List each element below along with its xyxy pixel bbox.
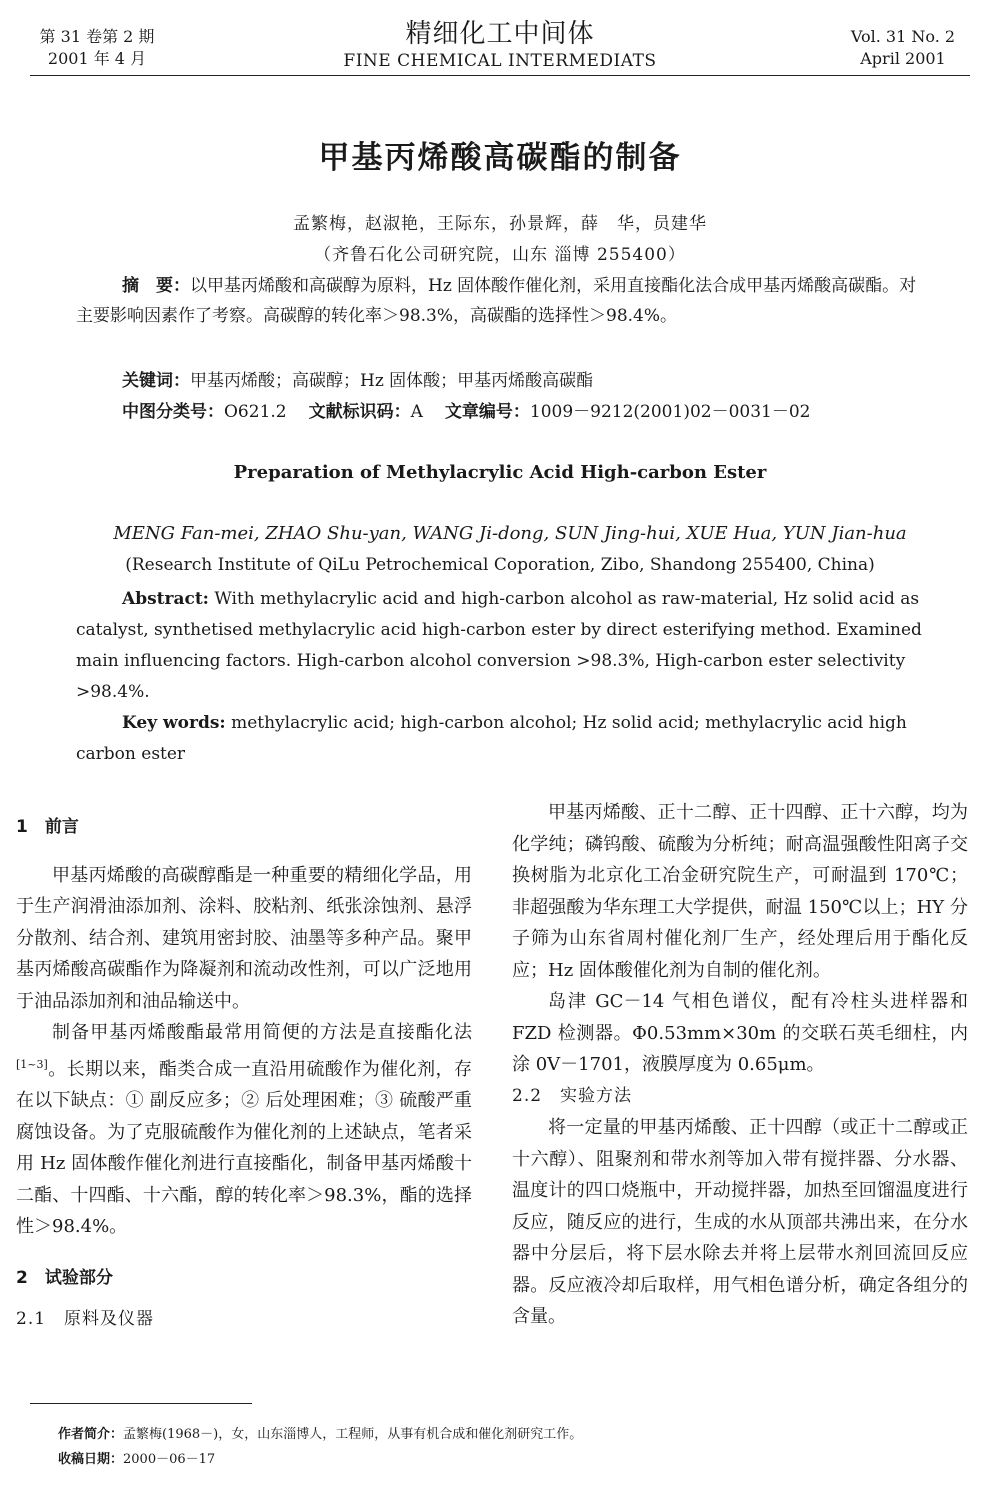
- keywords-en-label: Key words:: [122, 713, 226, 733]
- journal-name-cn: 精细化工中间体: [405, 19, 595, 49]
- clc-value: O621.2: [224, 402, 287, 422]
- section-2-2-heading: 2.2 实验方法: [512, 1085, 633, 1106]
- right-column: [512, 797, 968, 1333]
- abstract-en: [76, 584, 922, 708]
- date-cn: 2001 年 4 月: [47, 49, 147, 68]
- keywords-cn: [76, 366, 922, 396]
- instruments-paragraph: 岛津 GC－14 气相色谱仪，配有冷柱头进样器和 FZD 检测器。Φ0.53mm×30m 的交联石英毛细柱，内涂 0V－1701，液膜厚度为 0.65μm。: [512, 991, 968, 1075]
- journal-name-en: FINE CHEMICAL INTERMEDIATS: [343, 51, 657, 71]
- authors-cn: 孟繁梅，赵淑艳，王际东，孙景辉，薛 华，员建华: [293, 214, 707, 234]
- header-divider: [30, 75, 970, 76]
- received-date-label: 收稿日期：: [58, 1452, 124, 1467]
- article-no-value: 1009－9212(2001)02－0031－02: [529, 402, 811, 422]
- method-paragraph: 将一定量的甲基丙烯酸、正十四醇（或正十二醇或正十六醇）、阻聚剂和带水剂等加入带有搅拌器、分水器、温度计的四口烧瓶中，开动搅拌器，加热至回馏温度进行反应，随反应的进行，生成的水从顶部共沸出来，在分水器中分层后，将下层水除去并将上层带水剂回流回反应器。反应液冷却后取样，用气相色谱分析，确定各组分的含量。: [512, 1117, 968, 1327]
- author-bio-text: 孟繁梅(1968－)，女，山东淄博人，工程师，从事有机合成和催化剂研究工作。: [123, 1427, 583, 1442]
- paper-title-cn: 甲基丙烯酸高碳酯的制备: [318, 140, 682, 176]
- doc-code-value: A: [410, 402, 423, 422]
- affiliation-cn: （齐鲁石化公司研究院，山东 淄博 255400）: [314, 245, 686, 265]
- header-volume-cn: [38, 26, 156, 70]
- received-date-footnote: [58, 1450, 215, 1470]
- received-date-text: 2000－06－17: [123, 1452, 216, 1467]
- keywords-cn-label: 关键词：: [122, 371, 190, 391]
- clc-label: 中图分类号：: [122, 402, 224, 422]
- left-column: [16, 812, 472, 1336]
- header-volume-en: [848, 26, 958, 70]
- keywords-cn-text: 甲基丙烯酸；高碳醇；Hz 固体酸；甲基丙烯酸高碳酯: [190, 371, 594, 391]
- affiliation-en: (Research Institute of QiLu Petrochemical Coporation, Zibo, Shandong 255400, China): [125, 555, 875, 575]
- abstract-en-text: With methylacrylic acid and high-carbon alcohol as raw-material, Hz solid acid as catalyst, synthetised methylacrylic acid high-carbon ester by direct esterifying method. Examined main influencing factors. High-carbon alcohol conversion >98.3%, High-carbon ester selectivity >98.4%.: [76, 589, 922, 702]
- materials-paragraph: 甲基丙烯酸、正十二醇、正十四醇、正十六醇，均为化学纯；磷钨酸、硫酸为分析纯；耐高温强酸性阳离子交换树脂为北京化工冶金研究院生产，可耐温到 170℃；非超强酸为华东理工大学提供，耐温 150℃以上；HY 分子筛为山东省周村催化剂厂生产，经处理后用于酯化反应；Hz 固体酸催化剂为自制的催化剂。: [512, 802, 968, 981]
- abstract-cn-text: 以甲基丙烯酸和高碳醇为原料，Hz 固体酸作催化剂，采用直接酯化法合成甲基丙烯酸高碳酯。对主要影响因素作了考察。高碳醇的转化率＞98.3%，高碳酯的选择性＞98.4%。: [76, 276, 917, 326]
- intro-paragraph-2: [16, 1017, 472, 1243]
- intro-p2-text-a: 制备甲基丙烯酸酯最常用简便的方法是直接酯化法: [52, 1022, 472, 1043]
- section-2-heading: 2 试验部分: [16, 1267, 113, 1288]
- paper-title-en: Preparation of Methylacrylic Acid High-carbon Ester: [233, 462, 767, 483]
- abstract-en-label: Abstract:: [122, 589, 209, 609]
- abstract-cn: [76, 271, 922, 331]
- citation-ref: [1~3]: [16, 1057, 48, 1071]
- intro-p2-text-b: 。长期以来，酯类合成一直沿用硫酸作为催化剂，存在以下缺点：① 副反应多；② 后处理困难；③ 硫酸严重腐蚀设备。为了克服硫酸作为催化剂的上述缺点，笔者采用 Hz 固体酸作催化剂进行直接酯化，制备甲基丙烯酸十二酯、十四酯、十六酯，醇的转化率＞98.3%，酯的选择性＞98.4%。: [16, 1058, 472, 1237]
- classification-line: [76, 397, 922, 427]
- intro-paragraph-1: 甲基丙烯酸的高碳醇酯是一种重要的精细化学品，用于生产润滑油添加剂、涂料、胶粘剂、纸张涂蚀剂、悬浮分散剂、结合剂、建筑用密封胶、油墨等多种产品。聚甲基丙烯酸高碳酯作为降凝剂和流动改性剂，可以广泛地用于油品添加剂和油品输送中。: [16, 864, 472, 1012]
- author-bio-footnote: [58, 1425, 582, 1445]
- author-bio-label: 作者简介：: [58, 1427, 124, 1442]
- section-2-1-heading: 2.1 原料及仪器: [16, 1309, 155, 1329]
- article-no-label: 文章编号：: [444, 402, 530, 422]
- keywords-en-text: methylacrylic acid; high-carbon alcohol; Hz solid acid; methylacrylic acid high carbon ester: [76, 713, 907, 764]
- keywords-en: [76, 708, 922, 770]
- footnote-divider: [30, 1403, 252, 1404]
- doc-code-label: 文献标识码：: [308, 402, 411, 422]
- volume-issue-cn: 第 31 卷第 2 期: [39, 27, 155, 46]
- header-journal: [250, 18, 750, 72]
- date-en: April 2001: [860, 49, 946, 68]
- section-1-heading: 1 前言: [16, 817, 79, 837]
- abstract-cn-label: 摘 要：: [122, 276, 190, 296]
- authors-en: MENG Fan-mei, ZHAO Shu-yan, WANG Ji-dong, SUN Jing-hui, XUE Hua, YUN Jian-hua: [113, 523, 907, 544]
- volume-issue-en: Vol. 31 No. 2: [850, 27, 956, 46]
